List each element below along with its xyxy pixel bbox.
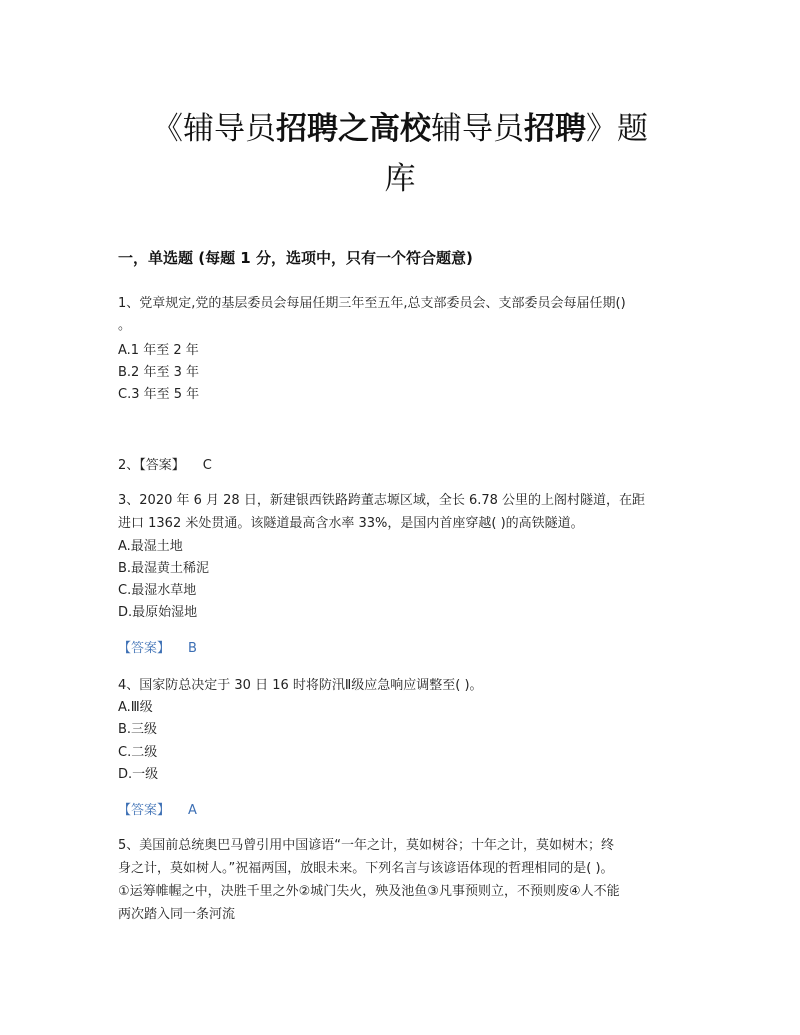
question-4-option-d: D.一级 xyxy=(118,767,159,782)
title-part-bold: 招聘 xyxy=(276,111,338,147)
title-part: 》题 xyxy=(586,111,648,147)
answer-prefix: 2、 xyxy=(118,458,140,473)
question-1-line-2: 。 xyxy=(118,318,132,333)
answer-label: 【答案】 xyxy=(118,803,171,818)
title-part-bold: 高校 xyxy=(369,111,431,147)
answer-value: C xyxy=(202,458,212,473)
question-4-option-a: A.Ⅲ级 xyxy=(118,700,153,715)
answer-value: B xyxy=(188,641,197,656)
question-4-option-c: C.二级 xyxy=(118,745,158,760)
question-3-option-d: D.最原始湿地 xyxy=(118,605,198,620)
question-4-option-b: B.三级 xyxy=(118,722,158,737)
title-part: 《辅导员 xyxy=(152,111,276,147)
question-1-option-a: A.1 年至 2 年 xyxy=(118,343,199,358)
question-3-option-a: A.最湿土地 xyxy=(118,539,183,554)
question-3-line-2: 进口 1362 米处贯通。该隧道最高含水率 33%，是国内首座穿越( )的高铁隧道。 xyxy=(118,516,584,531)
question-5-line-4: 两次踏入同一条河流 xyxy=(118,907,236,922)
answer-value: A xyxy=(188,803,197,818)
title-line-1 xyxy=(100,104,700,154)
question-1-option-c: C.3 年至 5 年 xyxy=(118,387,200,402)
question-1-option-b: B.2 年至 3 年 xyxy=(118,365,199,380)
answer-label: 【答案】 xyxy=(139,458,185,473)
question-5-line-1: 5、美国前总统奥巴马曾引用中国谚语“一年之计，莫如树谷；十年之计，莫如树木；终 xyxy=(118,838,615,853)
title-part-bold: 之 xyxy=(338,111,369,147)
question-3-option-b: B.最湿黄土稀泥 xyxy=(118,561,210,576)
question-1-line-1: 1、党章规定,党的基层委员会每届任期三年至五年,总支部委员会、支部委员会每届任期() xyxy=(118,296,626,311)
answer-label: 【答案】 xyxy=(118,641,171,656)
question-5-line-2: 身之计，莫如树人。”祝福两国，放眼未来。下列名言与该谚语体现的哲理相同的是( )。 xyxy=(118,861,614,876)
question-3-option-c: C.最湿水草地 xyxy=(118,583,197,598)
section-heading: 一，单选题 (每题 1 分，选项中，只有一个符合题意) xyxy=(118,249,473,267)
title-line-2: 库 xyxy=(384,161,416,197)
answer-3 xyxy=(118,638,197,660)
question-3-line-1: 3、2020 年 6 月 28 日，新建银西铁路跨董志塬区域，全长 6.78 公里的上阁村隧道，在距 xyxy=(118,493,646,508)
document-title xyxy=(100,104,700,204)
title-part: 辅导员 xyxy=(431,111,524,147)
title-part-bold: 招聘 xyxy=(524,111,586,147)
question-4-line-1: 4、国家防总决定于 30 日 16 时将防汛Ⅱ级应急响应调整至( )。 xyxy=(118,678,483,693)
answer-4 xyxy=(118,800,197,822)
answer-2 xyxy=(118,455,212,477)
question-5-line-3: ①运筹帷幄之中，决胜千里之外②城门失火，殃及池鱼③凡事预则立，不预则废④人不能 xyxy=(118,884,620,899)
